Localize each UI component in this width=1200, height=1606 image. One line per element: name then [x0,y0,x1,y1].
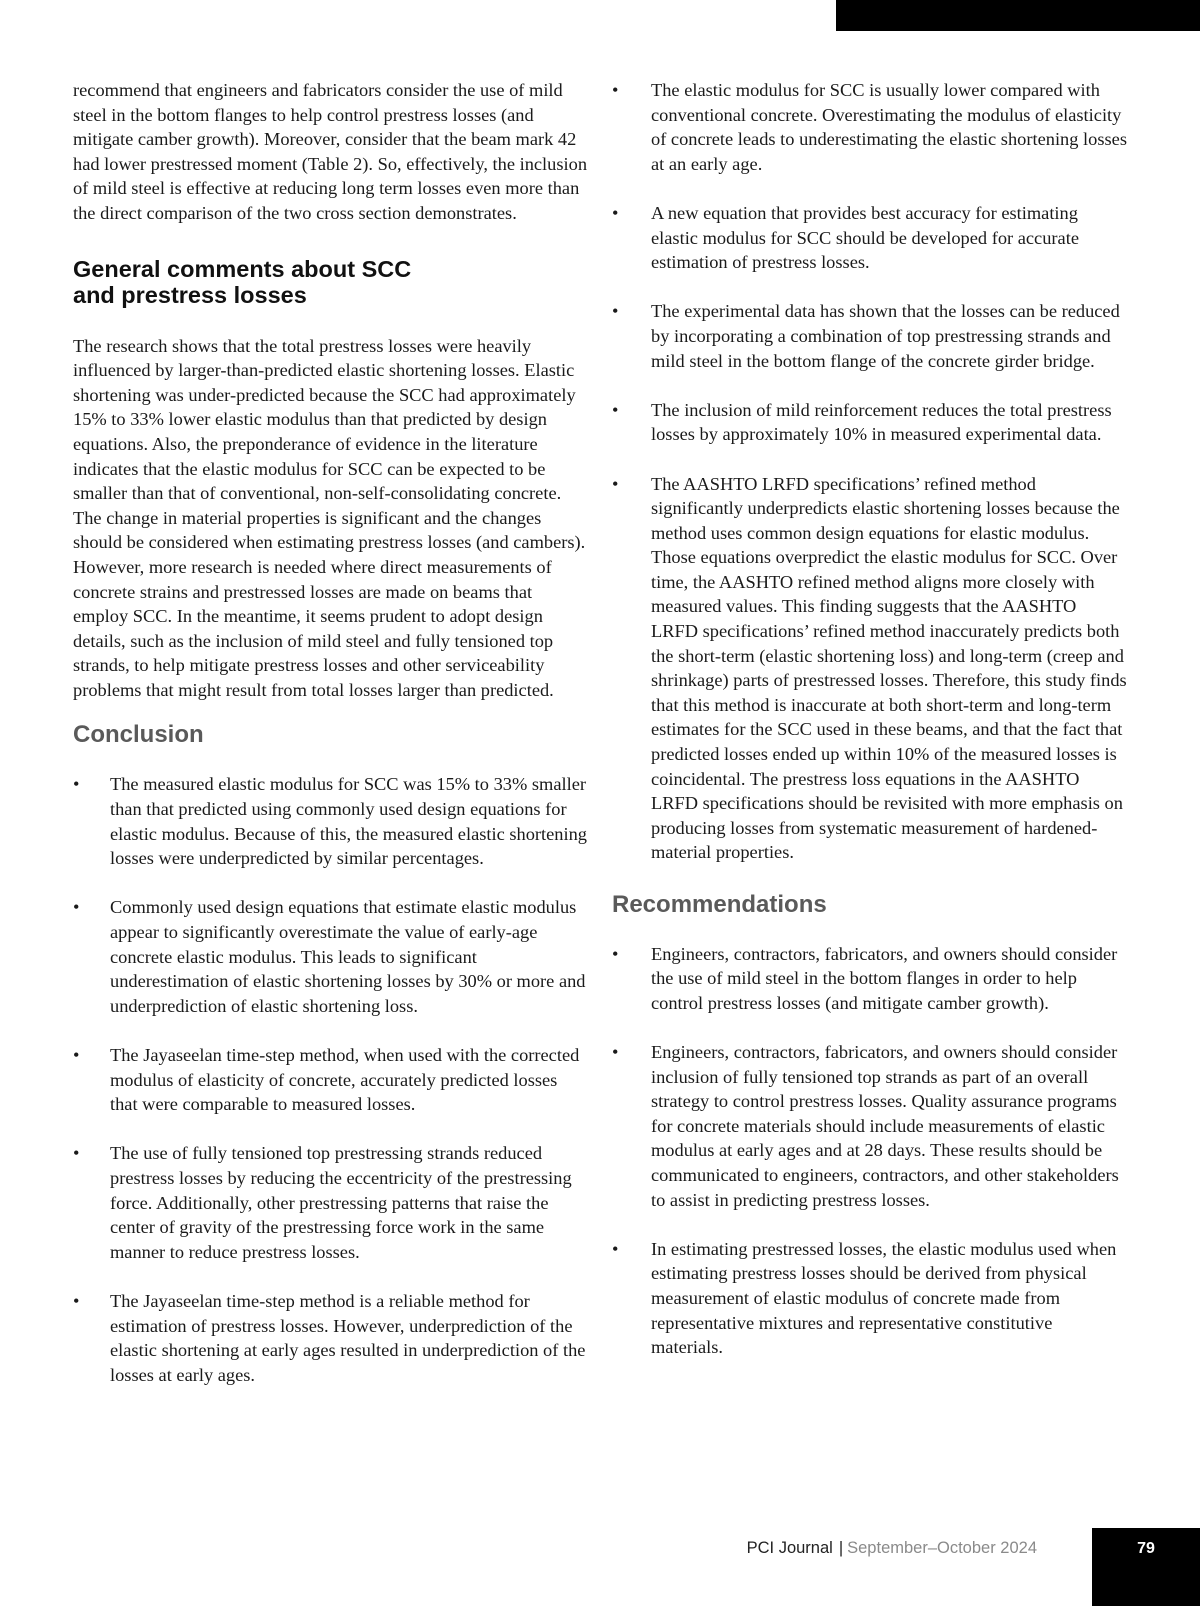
list-item: • Commonly used design equations that estimate elastic modulus appear to significantly overestimate the value of early-age concrete elastic modulus. This leads to significant underestimation of elastic shortening losses by 30% or more and underprediction of elastic shortening loss. [73,897,586,1016]
journal-name: PCI Journal [746,1539,833,1557]
bullet-icon: • [73,1045,80,1065]
bullet-icon: • [73,774,80,795]
issue-date: September–October 2024 [847,1539,1037,1557]
bullet-icon: • [612,943,619,964]
list-item: • The inclusion of mild reinforcement reduces the total prestress losses by approximately 10% in measured experimental data. [612,399,1112,445]
bullet-icon: • [612,80,619,100]
list-item: • A new equation that provides best accuracy for estimating elastic modulus for SCC should be developed for accurate estimation of prestress losses. [612,202,1079,273]
right-column [612,78,1127,1384]
list-item: • Engineers, contractors, fabricators, and owners should consider the use of mild steel in the bottom flanges in order to help control prestress losses (and mitigate camber growth). [612,943,1118,1013]
bullet-icon: • [612,1238,619,1259]
bullet-icon: • [73,1290,80,1311]
list-item: • The elastic modulus for SCC is usually lower compared with conventional concrete. Overestimating the modulus of elasticity of concrete leads to underestimating the elastic shortening losses at an early age. [612,80,1127,174]
recommendations-list [612,942,1127,1360]
list-item: • Engineers, contractors, fabricators, and owners should consider inclusion of fully tensioned top strands as part of an overall strategy to control prestress losses. Quality assurance programs for concrete materials should include measurements of elastic modulus at early ages and at 28 days. These results should be communicated to engineers, contractors, and other stakeholders to assist in predicting prestress losses. [612,1041,1119,1210]
general-comments-heading [73,256,588,308]
page-number-box [1092,1528,1200,1606]
bullet-icon: • [612,399,619,420]
page-footer [0,1528,1200,1606]
list-item: • In estimating prestressed losses, the elastic modulus used when estimating prestress losses should be derived from physical measurement of elastic modulus of concrete made from representative mixtures and representative constitutive materials. [612,1238,1117,1358]
bullet-icon: • [612,301,619,322]
conclusion-list-left [73,772,588,1387]
footer-separator: | [838,1539,844,1557]
bullet-icon: • [73,897,80,918]
left-column [73,78,588,1412]
list-item: • The Jayaseelan time-step method, when used with the corrected modulus of elasticity of concrete, accurately predicted losses that were comparable to measured losses. [73,1045,580,1115]
bullet-icon: • [612,202,619,223]
general-heading-line2: and prestress losses [73,281,307,308]
list-item: • The Jayaseelan time-step method is a reliable method for estimation of prestress losses. However, underprediction of the elastic shortening at early ages resulted in underprediction of the losses at early ages. [73,1290,586,1385]
header-black-bar [836,0,1200,31]
general-heading-line1: General comments about SCC [73,255,412,282]
conclusion-list-right [612,78,1127,865]
conclusion-heading: Conclusion [73,721,204,749]
bullet-icon: • [612,473,619,494]
list-item: • The measured elastic modulus for SCC was 15% to 33% smaller than that predicted using commonly used design equations for elastic modulus. Because of this, the measured elastic shortening losses were underpredicted by similar percentages. [73,774,588,869]
page-number: 79 [1137,1540,1155,1557]
general-comments-paragraph: The research shows that the total prestress losses were heavily influenced by larger-than-predicted elastic shortening losses. Elastic shortening was under-predicted because the SCC had approximately 15% to 33% lower elastic modulus than that predicted by design equations. Also, the preponderance of evidence in the literature indicates that the elastic modulus for SCC can be expected to be smaller than that of conventional, non-self-consolidating concrete. The change in material properties is significant and the changes should be considered when estimating prestress losses (and cambers). However, more research is needed where direct measurements of concrete strains and prestressed losses are made on beams that employ SCC. In the meantime, it seems prudent to adopt design details, such as the inclusion of mild steel and fully tensioned top strands, to help mitigate prestress losses and other serviceability problems that might result from total losses larger than predicted. [73,335,586,700]
bullet-icon: • [73,1143,80,1164]
list-item: • The experimental data has shown that the losses can be reduced by incorporating a combination of top prestressing strands and mild steel in the bottom flange of the concrete girder bridge. [612,301,1120,371]
list-item: • The use of fully tensioned top prestressing strands reduced prestress losses by reducing the eccentricity of the prestressing force. Additionally, other prestressing patterns that raise the center of gravity of the prestressing force work in the same manner to reduce prestress losses. [73,1143,572,1262]
bullet-icon: • [612,1041,619,1062]
recommendations-heading: Recommendations [612,890,827,918]
intro-paragraph: recommend that engineers and fabricators consider the use of mild steel in the bottom flanges to help control prestress losses (and mitigate camber growth). Moreover, consider that the beam mark 42 had lower prestressed moment (Table 2). So, effectively, the inclusion of mild steel is effective at reducing long term losses even more than the direct comparison of the two cross section demonstrates. [73,80,588,223]
list-item: • The AASHTO LRFD specifications’ refined method significantly underpredicts elastic shortening losses because the method uses common design equations for elastic modulus. Those equations overpredict the elastic modulus for SCC. Over time, the AASHTO refined method aligns more closely with measured values. This finding suggests that the AASHTO LRFD specifications’ refined method inaccurately predicts both the short-term (elastic shortening loss) and long-term (creep and shrinkage) parts of prestressed losses. Therefore, this study finds that this method is inaccurate at both short-term and long-term estimates for the SCC used in these beams, and that the fact that predicted losses ended up within 10% of the measured losses is coincidental. The prestress loss equations in the AASHTO LRFD specifications should be revisited with more emphasis on producing losses from systematic measurement of hardened-material properties. [612,473,1127,863]
footer-citation [747,1539,1037,1558]
